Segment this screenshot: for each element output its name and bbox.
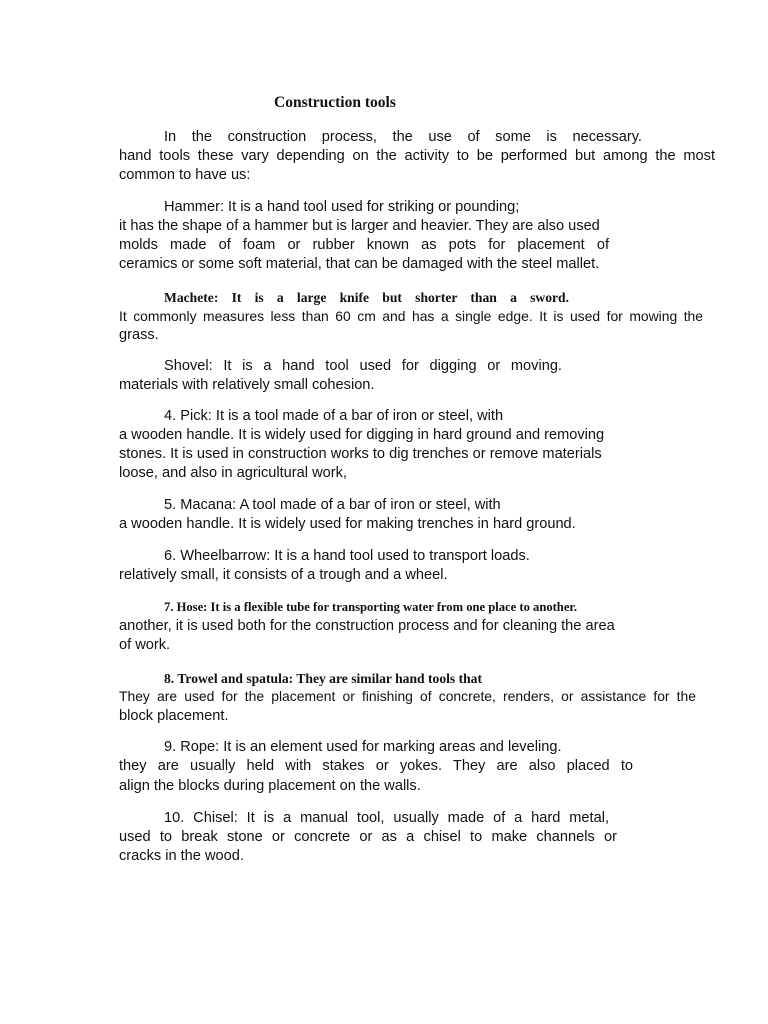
- paragraph-line: Shovel: It is a hand tool used for digging or moving.: [164, 358, 562, 374]
- paragraph-line: grass.: [119, 327, 159, 343]
- paragraph-line: 5. Macana: A tool made of a bar of iron or steel, with: [164, 497, 501, 513]
- paragraph-line: stones. It is used in construction works to dig trenches or remove materials: [119, 446, 602, 462]
- paragraph-line: cracks in the wood.: [119, 848, 244, 864]
- page-title: Construction tools: [274, 94, 396, 111]
- paragraph-line: another, it is used both for the construction process and for cleaning the area: [119, 618, 615, 634]
- paragraph-line: They are used for the placement or finishing of concrete, renders, or assistance for the: [119, 688, 696, 704]
- paragraph-line: used to break stone or concrete or as a chisel to make channels or: [119, 829, 617, 845]
- paragraph-line: 9. Rope: It is an element used for marking areas and leveling.: [164, 739, 562, 755]
- paragraph-line: In the construction process, the use of some is necessary.: [164, 129, 642, 145]
- paragraph-line: materials with relatively small cohesion.: [119, 377, 375, 393]
- paragraph-line: loose, and also in agricultural work,: [119, 465, 347, 481]
- paragraph-line: 10. Chisel: It is a manual tool, usually made of a hard metal,: [164, 810, 609, 826]
- paragraph-line: 6. Wheelbarrow: It is a hand tool used to transport loads.: [164, 548, 530, 564]
- paragraph-line: ceramics or some soft material, that can be damaged with the steel mallet.: [119, 256, 600, 272]
- paragraph-line: align the blocks during placement on the walls.: [119, 778, 421, 794]
- paragraph-line: It commonly measures less than 60 cm and has a single edge. It is used for mowing the: [119, 308, 703, 324]
- paragraph-line: Hammer: It is a hand tool used for striking or pounding;: [164, 199, 520, 215]
- paragraph-line: common to have us:: [119, 167, 251, 183]
- paragraph-line: 8. Trowel and spatula: They are similar hand tools that: [164, 671, 482, 686]
- paragraph-line: 4. Pick: It is a tool made of a bar of iron or steel, with: [164, 408, 504, 424]
- paragraph-line: hand tools these vary depending on the activity to be performed but among the most: [119, 148, 715, 164]
- paragraph-line: Machete: It is a large knife but shorter than a sword.: [164, 290, 569, 305]
- paragraph-line: 7. Hose: It is a flexible tube for transporting water from one place to another.: [164, 600, 577, 614]
- paragraph-line: of work.: [119, 637, 171, 653]
- paragraph-line: relatively small, it consists of a trough and a wheel.: [119, 567, 448, 583]
- paragraph-line: a wooden handle. It is widely used for making trenches in hard ground.: [119, 516, 576, 532]
- paragraph-line: block placement.: [119, 708, 229, 724]
- paragraph-line: it has the shape of a hammer but is larger and heavier. They are also used: [119, 218, 600, 234]
- paragraph-line: a wooden handle. It is widely used for digging in hard ground and removing: [119, 427, 605, 443]
- paragraph-line: they are usually held with stakes or yokes. They are also placed to: [119, 758, 633, 774]
- paragraph-line: molds made of foam or rubber known as pots for placement of: [119, 237, 609, 253]
